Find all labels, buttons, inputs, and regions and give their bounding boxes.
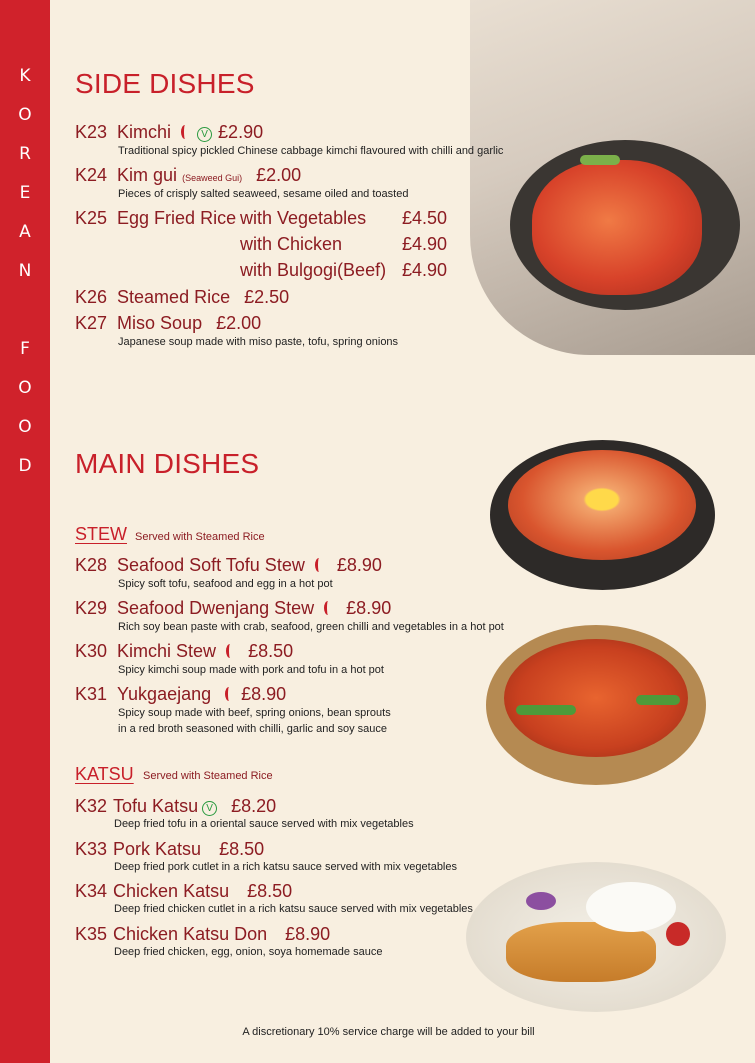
menu-item-k23 [75,122,263,143]
item-description: Deep fried chicken cutlet in a rich katsu sauce served with mix vegetables [114,903,473,915]
menu-item-k32 [75,796,276,817]
variant-label: with Bulgogi(Beef) [240,260,387,280]
item-description: Spicy kimchi soup made with pork and tofu in a hot pot [118,664,384,676]
katsu-subheading: KATSU [75,764,134,784]
stew-subheading: STEW [75,524,127,544]
kimchi-photo [470,0,755,355]
chili-icon [324,601,332,615]
item-code: K30 [75,641,108,661]
sidebar-letter: K [19,66,31,86]
item-code: K33 [75,839,108,859]
item-name: Seafood Soft Tofu Stew [117,555,305,575]
item-price: £8.50 [248,641,294,661]
variant-label: with Chicken [240,234,343,254]
sidebar-letter: R [19,144,31,164]
sidebar-letter: A [19,222,31,242]
sidebar-letter: O [18,105,32,125]
item-description: Deep fried pork cutlet in a rich katsu sauce served with mix vegetables [114,861,457,873]
chili-icon [181,125,189,139]
item-name: Seafood Dwenjang Stew [117,598,315,618]
item-price: £8.90 [285,924,331,944]
item-code: K27 [75,313,108,333]
chicken-katsu-photo [466,862,726,1012]
item-description: Traditional spicy pickled Chinese cabbage kimchi flavoured with chilli and garlic [118,145,504,157]
item-name: Kimchi [117,122,172,142]
stew-note: Served with Steamed Rice [135,531,265,543]
item-description: Rich soy bean paste with crab, seafood, green chilli and vegetables in a hot pot [118,621,504,633]
item-code: K35 [75,924,108,944]
item-price: £8.50 [247,881,293,901]
chili-icon [226,644,234,658]
item-price: £8.50 [219,839,265,859]
menu-item-k24 [75,165,301,186]
sidebar-letter: N [18,261,32,281]
item-name: Chicken Katsu [113,881,230,901]
yukgaejang-photo [486,625,706,785]
item-price: £2.90 [218,122,264,142]
item-code: K28 [75,555,108,575]
item-name: Miso Soup [117,313,203,333]
item-code: K26 [75,287,108,307]
item-price: £8.90 [336,555,382,575]
item-description: Deep fried chicken, egg, onion, soya homemade sauce [114,946,383,958]
variant-price: £4.50 [402,208,448,228]
chili-icon [315,558,323,572]
sidebar-letter: O [18,378,32,398]
sidebar [0,0,50,1063]
item-name: Chicken Katsu Don [113,924,268,944]
variant-price: £4.90 [402,260,448,280]
item-code: K29 [75,598,108,618]
menu-item-k26 [75,287,289,308]
menu-item-k34 [75,881,292,902]
menu-item-k30 [75,641,293,662]
item-name: Tofu Katsu [113,796,199,816]
menu-item-k28 [75,555,382,576]
vegetarian-icon: V [197,127,212,142]
item-description: Japanese soup made with miso paste, tofu, spring onions [118,336,399,348]
katsu-note: Served with Steamed Rice [143,770,273,782]
menu-item-k31 [75,684,286,705]
item-code: K34 [75,881,108,901]
item-name: Yukgaejang [117,684,212,704]
item-price: £2.50 [244,287,290,307]
item-code: K31 [75,684,108,704]
item-name: Kim gui [117,165,178,185]
chili-icon [225,687,233,701]
sidebar-letter: D [18,456,32,476]
menu-item-k27 [75,313,261,334]
seafood-stew-photo [490,440,715,590]
side-dishes-heading: SIDE DISHES [75,68,255,99]
sidebar-letter: E [19,183,31,203]
item-price: £2.00 [256,165,302,185]
service-charge-note: A discretionary 10% service charge will be added to your bill [242,1026,535,1038]
item-code: K25 [75,208,108,228]
item-price: £2.00 [216,313,262,333]
variant-price: £4.90 [402,234,448,254]
item-description-line2: in a red broth seasoned with chilli, garlic and soy sauce [118,723,388,735]
item-price: £8.90 [241,684,287,704]
main-dishes-heading: MAIN DISHES [75,448,260,479]
item-name: Steamed Rice [117,287,231,307]
variant-label: with Vegetables [240,208,367,228]
item-price: £8.90 [346,598,392,618]
menu-item-k33 [75,839,264,860]
item-name: Egg Fried Rice [117,208,237,228]
item-code: K24 [75,165,108,185]
menu-item-k25 [75,208,236,229]
item-description: Deep fried tofu in a oriental sauce served with mix vegetables [114,818,414,830]
menu-item-k35 [75,924,330,945]
item-name: Kimchi Stew [117,641,217,661]
item-name: Pork Katsu [113,839,202,859]
item-description: Spicy soup made with beef, spring onions, bean sprouts [118,707,391,719]
item-description: Spicy soft tofu, seafood and egg in a hot pot [118,578,333,590]
item-note: (Seaweed Gui) [182,173,243,183]
menu-item-k29 [75,598,391,619]
item-code: K32 [75,796,108,816]
sidebar-letter: F [20,339,30,359]
item-price: £8.20 [231,796,277,816]
item-code: K23 [75,122,108,142]
vegetarian-icon: V [202,801,217,816]
item-description: Pieces of crisply salted seaweed, sesame oiled and toasted [118,188,409,200]
sidebar-letter: O [18,417,32,437]
